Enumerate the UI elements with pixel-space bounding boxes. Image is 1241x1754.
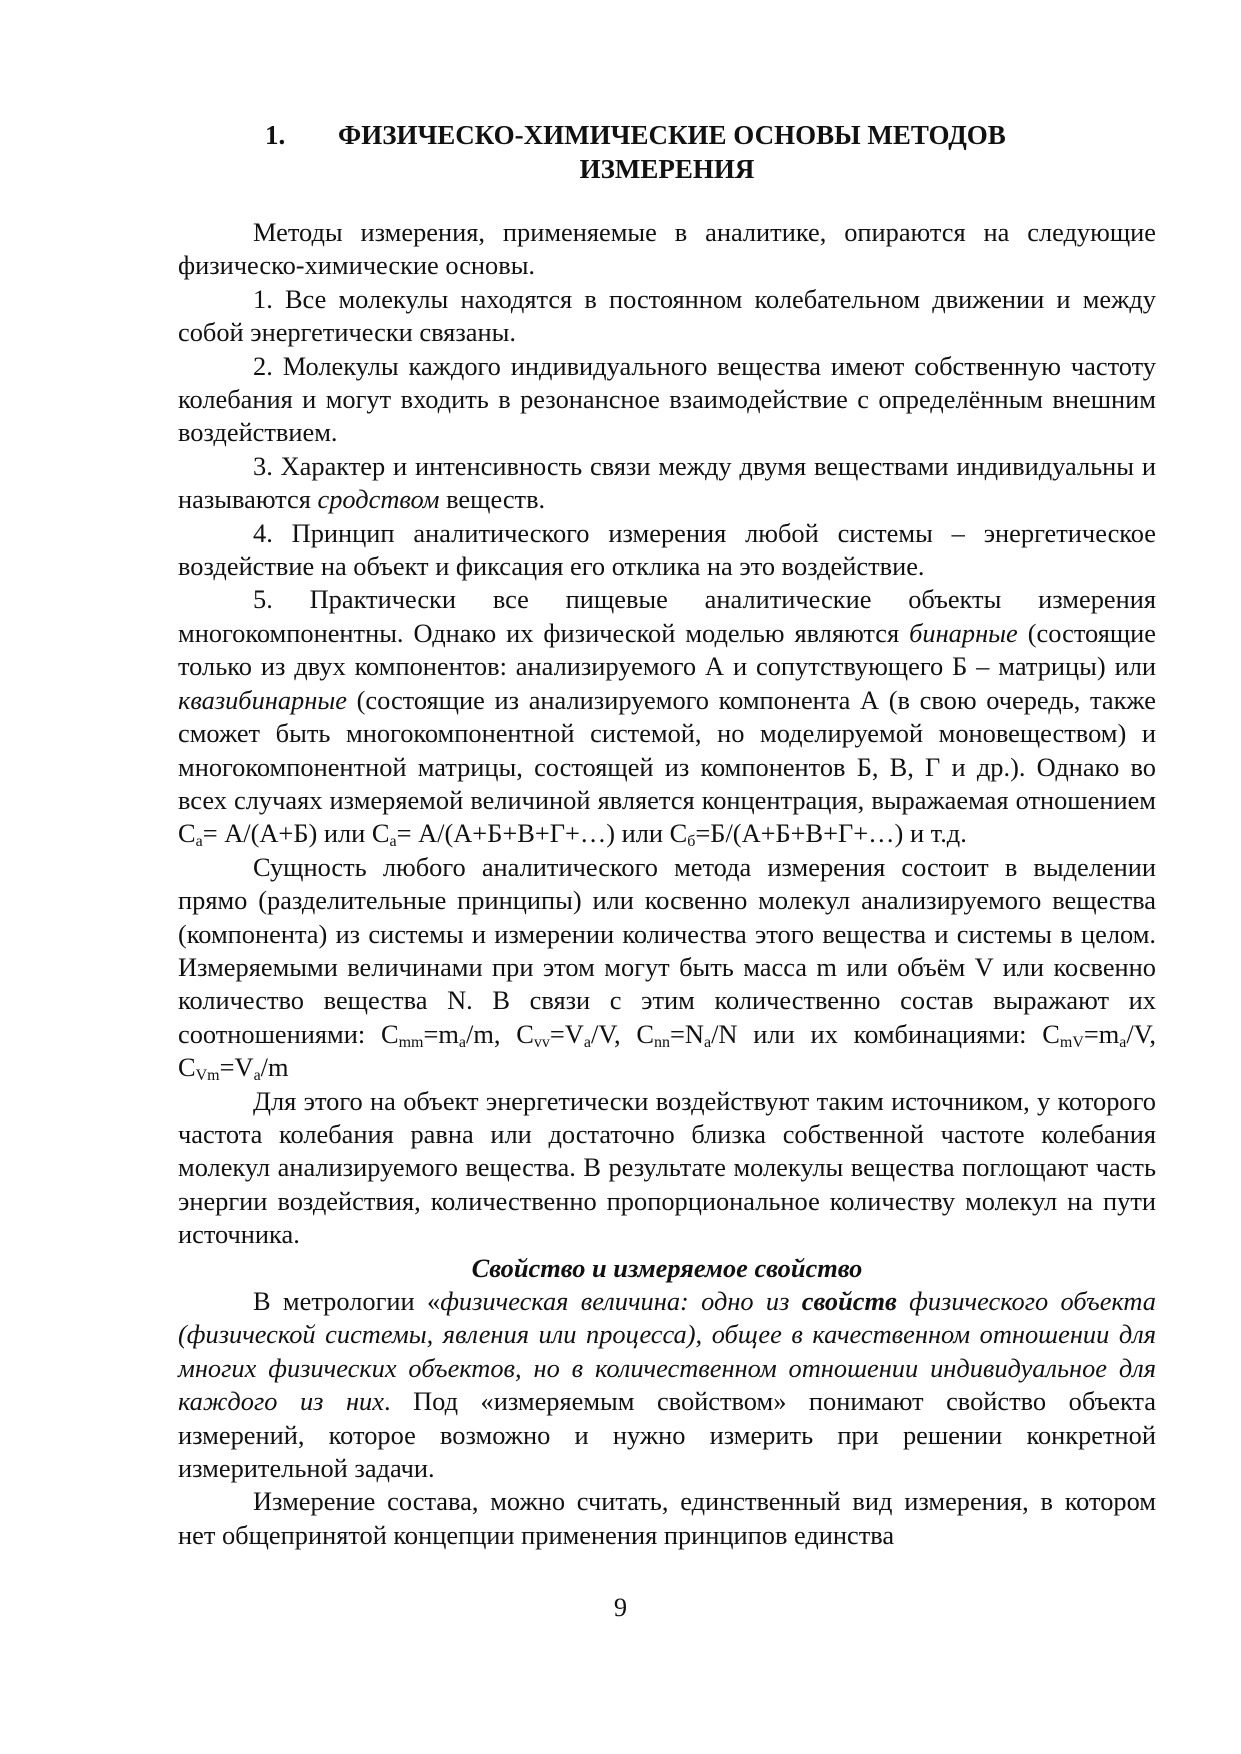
- text-span: = А/(А+Б) или С: [202, 818, 390, 849]
- paragraph-metrology: [178, 1285, 1156, 1485]
- subscript: б: [687, 833, 696, 851]
- text-span: =V: [219, 1052, 254, 1083]
- text-span: =m: [1083, 1018, 1120, 1049]
- paragraph-energy: Для этого на объект энергетически воздействуют таким источником, у которого частота колебания равна или достаточно близка собственной частоте колебания молекул анализируемого вещества. В результате молекулы вещества поглощают часть энергии воздействия, количественно пропорциональное количеству молекул на пути источника.: [178, 1085, 1156, 1250]
- subheading: Свойство и измеряемое свойство: [471, 1252, 863, 1283]
- subscript: mm: [398, 1033, 424, 1051]
- text-span: 5. Практически все пищевые аналитические объекты измерения многокомпонентны. Однако их физической моделью являются: [178, 584, 1156, 648]
- text-span: Сущность любого аналитического метода измерения состоит в выделении прямо (разделительные принципы) или косвенно молекул анализируемого вещества (компонента) из системы и измерении количества этого вещества и системы в целом. Измеряемыми величинами при этом могут быть масса m или объём V или косвенно количество вещества N. В связи с этим количественно состав выражают их соотношениями: С: [178, 851, 1156, 1049]
- subscript: nn: [654, 1033, 670, 1051]
- text-span: /m, С: [466, 1018, 534, 1049]
- text-span: /V, С: [590, 1018, 654, 1049]
- bold-italic-term: свойств: [801, 1286, 897, 1316]
- paragraph-item-1: 1. Все молекулы находятся в постоянном колебательном движении и между собой энергетически связаны.: [178, 283, 1156, 348]
- subscript: а: [389, 833, 397, 851]
- paragraph-intro: Методы измерения, применяемые в аналитике, опираются на следующие физическо-химические основы.: [178, 217, 1156, 281]
- subscript: a: [703, 1033, 712, 1051]
- text-span: веществ.: [439, 484, 546, 515]
- text-span: = А/(А+Б+В+Г+…) или С: [396, 818, 688, 849]
- paragraph-composition: Измерение состава, можно считать, единственный вид измерения, в котором нет общепринятой концепции применения принципов единства: [178, 1486, 1156, 1550]
- italic-span: физического объекта (физической системы, явления или процесса), общее в качественном отношении для многих физических объектов, но в количественном отношении индивидуальное для каждого из них: [178, 1286, 1157, 1417]
- term-quasibinary: квазибинарные: [178, 684, 347, 715]
- section-heading: [178, 118, 1156, 186]
- page-body: [178, 118, 1156, 1552]
- text-span: /m: [260, 1052, 289, 1083]
- subscript: a: [253, 1067, 261, 1085]
- subscript: а: [195, 833, 203, 851]
- paragraph-essence: [178, 851, 1156, 1085]
- term-binary: бинарные: [909, 617, 1018, 648]
- text-span: =m: [423, 1018, 459, 1049]
- subscript: a: [458, 1033, 467, 1051]
- heading-line-1: [178, 118, 1156, 152]
- subscript: a: [1119, 1033, 1127, 1051]
- text-span: (состоящие только из двух компонентов: анализируемого А и сопутствующего Б – матрицы) или: [178, 617, 1156, 682]
- section-number: 1.: [265, 120, 286, 150]
- text-span: =N: [670, 1018, 704, 1049]
- text-span: /N или их комбинациями: С: [711, 1018, 1060, 1049]
- text-span: =V: [549, 1018, 584, 1049]
- text-span: =Б/(А+Б+В+Г+…) и т.д.: [695, 818, 967, 849]
- term-affinity: сродством: [317, 484, 440, 515]
- text-span: 3. Характер и интенсивность связи между двумя веществами индивидуальны и называются: [178, 450, 1156, 515]
- subscript: a: [583, 1033, 591, 1051]
- paragraph-item-4: 4. Принцип аналитического измерения любой системы – энергетическое воздействие на объект и фиксация его отклика на это воздействие.: [178, 517, 1156, 582]
- text-span: . Под «измеряемым свойством» понимают свойство объекта измерений, которое возможно и нужно измерить при решении конкретной измерительной задачи.: [178, 1386, 1156, 1484]
- page-number: 9: [613, 1592, 628, 1622]
- text-span: В метрологии «: [253, 1286, 441, 1316]
- subscript: Vm: [195, 1067, 220, 1085]
- heading-text-1: ФИЗИЧЕСКО-ХИМИЧЕСКИЕ ОСНОВЫ МЕТОДОВ: [338, 120, 1006, 150]
- text-span: (состоящие из анализируемого компонента А (в свою очередь, также сможет быть многокомпонентной системой, но моделируемой моновеществом) и многокомпонентной матрицы, состоящей из компонентов Б, В, Г и др.). Однако во всех случаях измеряемой величиной является концентрация, выражаемая отношением С: [178, 684, 1156, 849]
- italic-span: физическая величина: одно из: [440, 1286, 802, 1316]
- paragraph-item-5: [178, 583, 1156, 850]
- text-span: /V, С: [178, 1018, 1156, 1083]
- paragraph-item-3: [178, 450, 1156, 517]
- subscript: mV: [1059, 1033, 1084, 1051]
- paragraph-item-2: 2. Молекулы каждого индивидуального вещества имеют собственную частоту колебания и могут входить в резонансное взаимодействие с определённым внешним воздействием.: [178, 350, 1156, 448]
- heading-line-2: ИЗМЕРЕНИЯ: [579, 154, 755, 184]
- subscript: vv: [533, 1033, 550, 1051]
